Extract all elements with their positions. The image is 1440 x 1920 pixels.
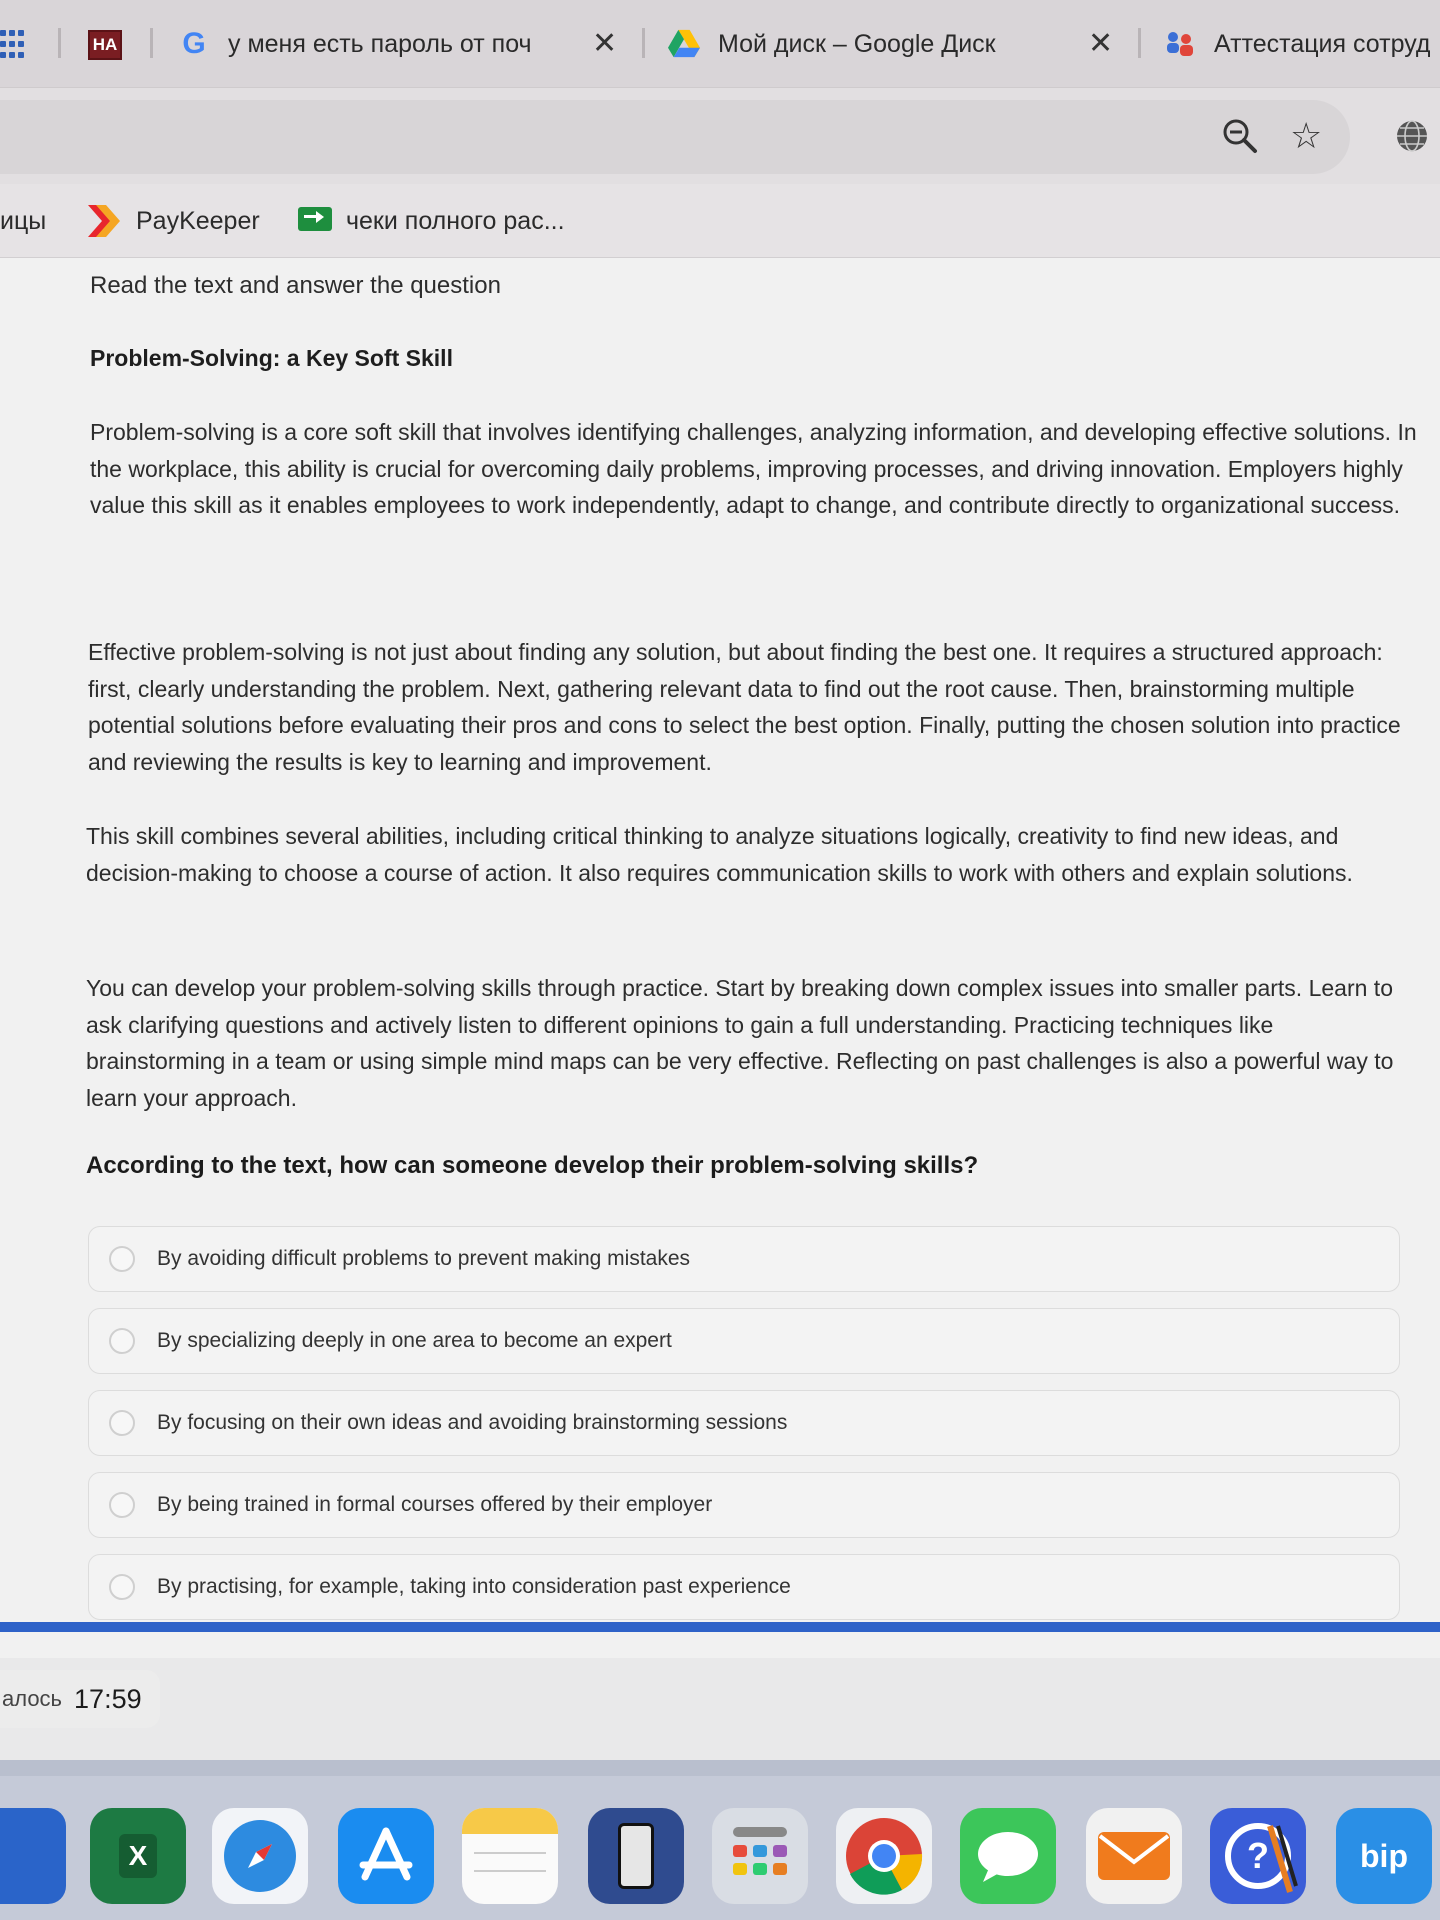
tab-separator: [1138, 28, 1141, 58]
progress-bar: [0, 1622, 1440, 1632]
simulator-icon[interactable]: [588, 1808, 684, 1904]
address-bar[interactable]: [0, 100, 1350, 174]
radio-button[interactable]: [109, 1574, 135, 1600]
option-label: By being trained in formal courses offered by their employer: [157, 1493, 713, 1516]
app-store-icon[interactable]: [338, 1808, 434, 1904]
tab-attestation[interactable]: [1164, 22, 1440, 66]
question-text: According to the text, how can someone develop their problem-solving skills?: [86, 1152, 979, 1179]
timer-value: 17:59: [74, 1683, 142, 1714]
tab-separator: [58, 28, 61, 58]
zoom-out-icon[interactable]: [1222, 118, 1258, 154]
close-tab-icon[interactable]: ✕: [592, 26, 618, 61]
excel-icon[interactable]: [90, 1808, 186, 1904]
bookmark-receipts[interactable]: [298, 202, 565, 240]
google-icon: G: [182, 27, 206, 60]
radio-button[interactable]: [109, 1246, 135, 1272]
option-label: By avoiding difficult problems to prevent making mistakes: [157, 1247, 691, 1270]
mail-icon[interactable]: [1086, 1808, 1182, 1904]
google-drive-icon: [668, 28, 700, 60]
tab-google-search[interactable]: [178, 22, 578, 66]
answer-option[interactable]: [88, 1308, 1400, 1374]
tab-strip: [0, 0, 1440, 88]
paykeeper-icon: [88, 205, 122, 237]
close-tab-icon[interactable]: ✕: [1088, 26, 1114, 61]
timer-label: алось: [2, 1686, 63, 1711]
bookmarks-bar: [0, 184, 1440, 258]
word-icon[interactable]: [0, 1808, 66, 1904]
paragraph: Problem-solving is a core soft skill that involves identifying challenges, analyzing information, and developing effective solutions. In the workplace, this ability is crucial for overcoming daily problems, improving processes, and driving innovation. Employers highly value this skill as it enables employees to work independently, adapt to change, and contribute directly to organizational success.: [90, 419, 1417, 518]
bookmark-item[interactable]: [0, 202, 46, 240]
bookmark-paykeeper[interactable]: [88, 202, 260, 240]
timer: [0, 1670, 160, 1728]
excel-letter: X: [119, 1834, 158, 1878]
tab-ha[interactable]: НА: [88, 30, 122, 60]
option-label: By practising, for example, taking into consideration past experience: [157, 1575, 791, 1598]
safari-icon[interactable]: [212, 1808, 308, 1904]
tab-separator: [642, 28, 645, 58]
svg-text:?: ?: [1247, 1835, 1269, 1876]
bookmark-label: чеки полного рас...: [346, 206, 565, 235]
option-label: By focusing on their own ideas and avoiding brainstorming sessions: [157, 1411, 788, 1434]
paragraph: This skill combines several abilities, including critical thinking to analyze situations logically, creativity to find new ideas, and decision-making to choose a course of action. It also requires communication skills to work with others and explain solutions.: [86, 823, 1353, 886]
tab-label: у меня есть пароль от поч: [228, 29, 532, 58]
sheet-icon: [298, 205, 332, 237]
bip-label: bip: [1360, 1837, 1408, 1874]
answer-option[interactable]: [88, 1472, 1400, 1538]
radio-button[interactable]: [109, 1410, 135, 1436]
tab-label: Аттестация сотруд: [1214, 29, 1431, 58]
apps-grid-icon[interactable]: [0, 30, 26, 60]
article-heading: Problem-Solving: a Key Soft Skill: [90, 345, 453, 371]
help-app-icon[interactable]: [1210, 1808, 1306, 1904]
answer-option[interactable]: [88, 1390, 1400, 1456]
paragraph: You can develop your problem-solving skills through practice. Start by breaking down complex issues into smaller parts. Learn to ask clarifying questions and actively listen to different opinions to gain a full understanding. Practicing techniques like brainstorming in a team or using simple mind maps can be very effective. Reflecting on past challenges is also a powerful way to learn your approach.: [86, 975, 1394, 1111]
answer-option[interactable]: [88, 1226, 1400, 1292]
bookmark-label: PayKeeper: [136, 206, 260, 235]
tab-label: Мой диск – Google Диск: [718, 29, 996, 58]
chrome-icon[interactable]: [836, 1808, 932, 1904]
people-icon: [1164, 28, 1196, 60]
tab-google-drive[interactable]: [668, 22, 1048, 66]
browser-toolbar: [0, 88, 1440, 184]
tab-separator: [150, 28, 153, 58]
option-label: By specializing deeply in one area to become an expert: [157, 1329, 672, 1352]
paragraph: Effective problem-solving is not just about finding any solution, but about finding the best one. It requires a structured approach: first, clearly understanding the problem. Next, gathering relevant data to find out the root cause. Then, brainstorming multiple potential solutions before evaluating their pros and cons to select the best option. Finally, putting the chosen solution into practice and reviewing the results is key to learning and improvement.: [88, 639, 1401, 775]
messages-icon[interactable]: [960, 1808, 1056, 1904]
bookmark-star-icon[interactable]: ☆: [1290, 116, 1323, 157]
notes-icon[interactable]: [462, 1808, 558, 1904]
radio-button[interactable]: [109, 1328, 135, 1354]
answer-option[interactable]: [88, 1554, 1400, 1620]
instruction-text: Read the text and answer the question: [90, 272, 501, 299]
bookmark-label: ицы: [0, 206, 47, 235]
radio-button[interactable]: [109, 1492, 135, 1518]
globe-icon[interactable]: [1394, 118, 1430, 154]
launchpad-icon[interactable]: [712, 1808, 808, 1904]
bip-icon[interactable]: [1336, 1808, 1432, 1904]
quiz-page: [0, 258, 1440, 1714]
